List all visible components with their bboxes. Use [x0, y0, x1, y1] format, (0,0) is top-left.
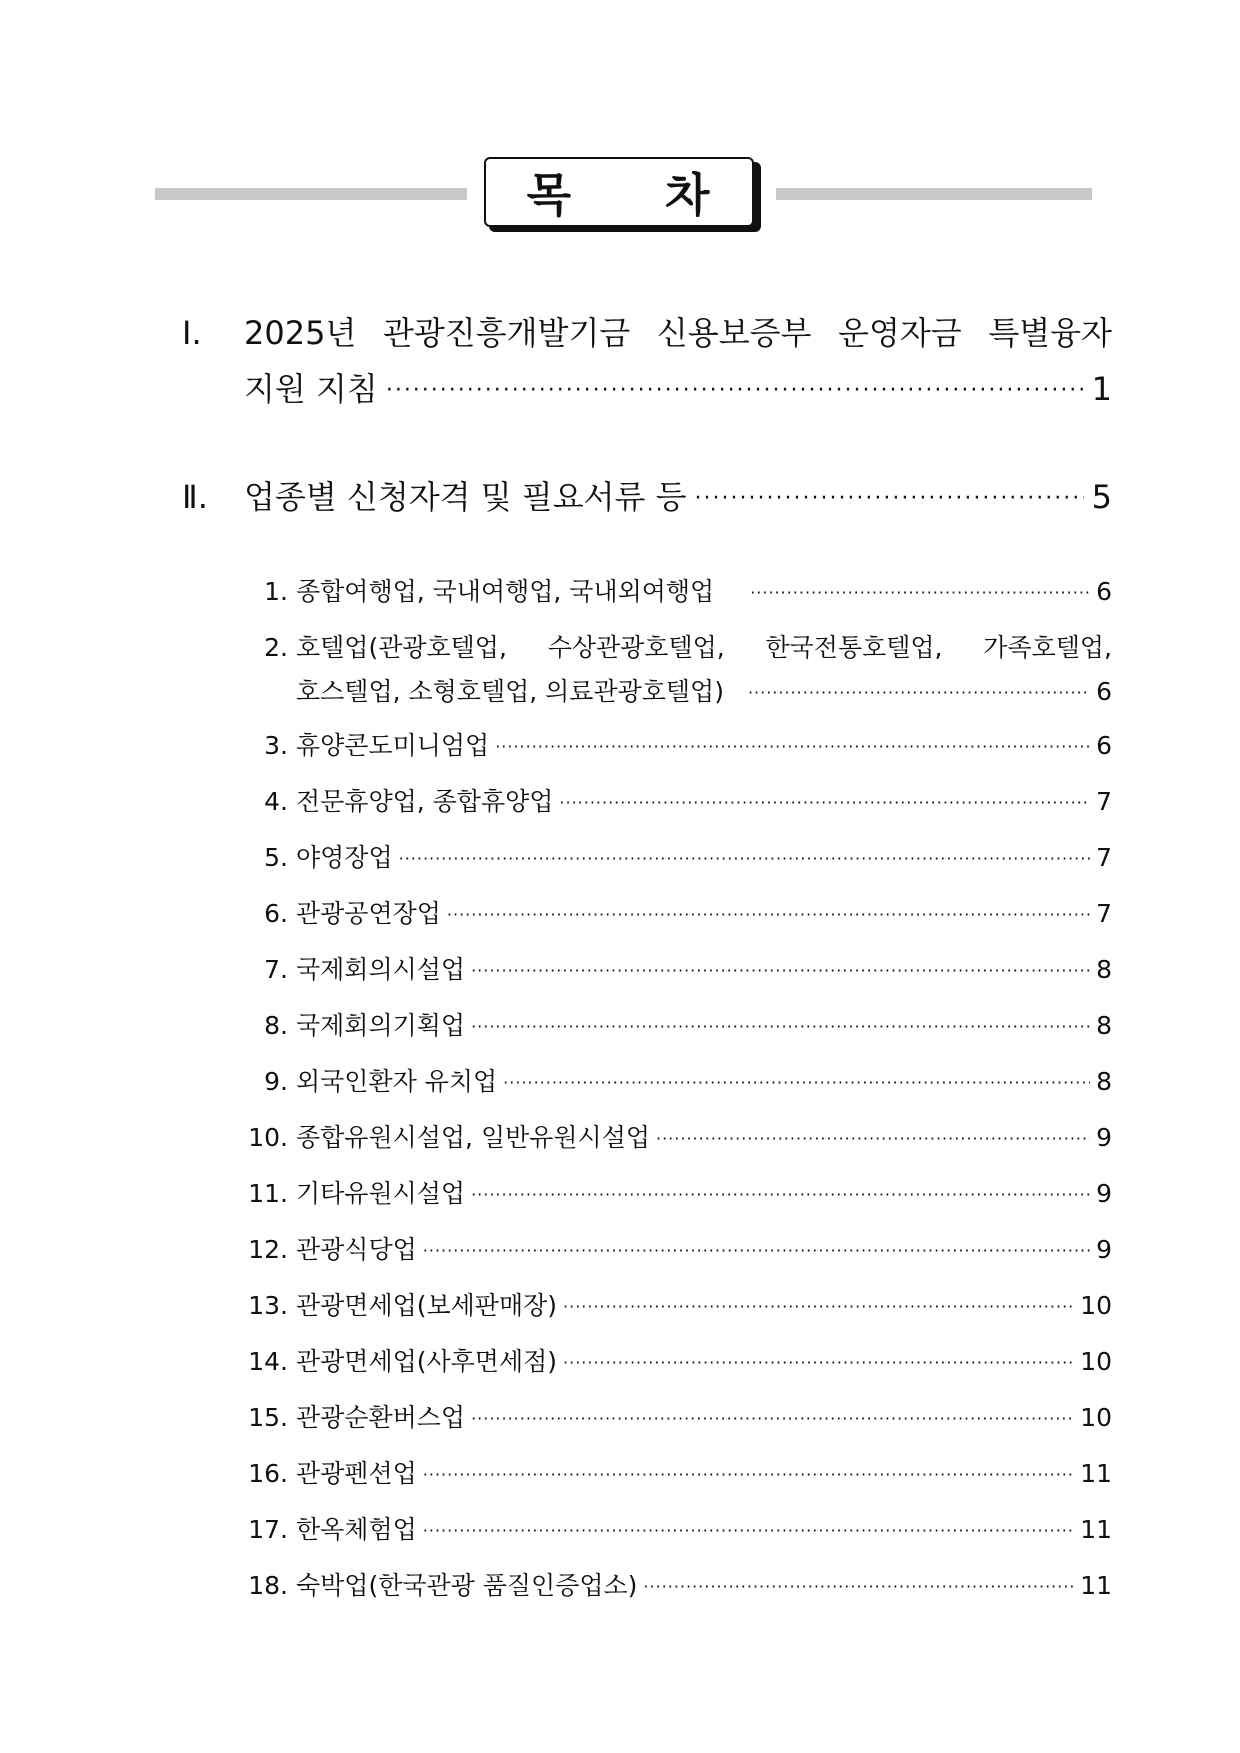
page-number: 11 — [1080, 1459, 1112, 1488]
item-number: 7. — [264, 955, 288, 984]
item-title: 관광면세업(사후면세점) — [296, 1347, 558, 1376]
title-rule-left — [155, 188, 467, 200]
item-number: 13. — [248, 1291, 288, 1320]
toc-item-13[interactable] — [228, 1286, 1112, 1322]
section-title: 업종별 신청자격 및 필요서류 등 — [244, 478, 687, 516]
item-number: 16. — [248, 1459, 288, 1488]
toc-item-16[interactable] — [228, 1454, 1112, 1490]
page-title-right: 차 — [665, 168, 712, 222]
section-title-line2: 지원 지침 — [244, 370, 378, 408]
page-number: 9 — [1096, 1179, 1112, 1208]
dot-leader — [563, 1353, 1074, 1372]
item-title: 관광펜션업 — [296, 1459, 417, 1488]
page-number: 7 — [1096, 787, 1112, 816]
item-number: 15. — [248, 1403, 288, 1432]
section-title-word: 운영자금 — [838, 314, 962, 352]
toc-item-11[interactable] — [228, 1174, 1112, 1210]
item-title: 관광식당업 — [296, 1235, 417, 1264]
dot-leader — [563, 1297, 1074, 1316]
toc-item-6[interactable] — [228, 894, 1112, 930]
item-title: 관광순환버스업 — [296, 1403, 466, 1432]
page-number: 10 — [1080, 1347, 1112, 1376]
item-number: 8. — [264, 1011, 288, 1040]
dot-leader — [471, 961, 1090, 980]
page-number: 5 — [1091, 478, 1112, 516]
page-number: 8 — [1096, 1067, 1112, 1096]
page-number: 6 — [1096, 731, 1112, 760]
page-number: 1 — [1091, 370, 1112, 408]
page-number: 6 — [1096, 577, 1112, 606]
item-title-word: 호텔업(관광호텔업, — [296, 633, 507, 662]
page-number: 6 — [1096, 677, 1112, 706]
dot-leader — [748, 683, 1090, 702]
item-title: 관광공연장업 — [296, 899, 441, 928]
item-title: 전문휴양업, 종합휴양업 — [296, 787, 554, 816]
page-title-left: 목 — [526, 168, 573, 222]
item-title-word: 수상관광호텔업, — [547, 633, 725, 662]
dot-leader — [423, 1465, 1074, 1484]
toc-item-10[interactable] — [228, 1118, 1112, 1154]
item-title: 숙박업(한국관광 품질인증업소) — [296, 1571, 638, 1600]
toc-item-15[interactable] — [228, 1398, 1112, 1434]
page-number: 11 — [1080, 1571, 1112, 1600]
dot-leader — [695, 486, 1084, 511]
item-title: 국제회의시설업 — [296, 955, 466, 984]
item-title: 휴양콘도미니엄업 — [296, 731, 490, 760]
page-number: 8 — [1096, 1011, 1112, 1040]
item-number: 6. — [264, 899, 288, 928]
item-number: 4. — [264, 787, 288, 816]
item-number: 10. — [248, 1123, 288, 1152]
item-title: 종합여행업, 국내여행업, 국내외여행업 — [296, 577, 715, 606]
section-number: Ⅱ. — [182, 478, 208, 516]
item-title: 기타유원시설업 — [296, 1179, 466, 1208]
dot-leader — [447, 905, 1090, 924]
item-title-line2: 호스텔업, 소형호텔업, 의료관광호텔업) — [296, 677, 724, 706]
toc-item-12[interactable] — [228, 1230, 1112, 1266]
item-title: 종합유원시설업, 일반유원시설업 — [296, 1123, 650, 1152]
page-number: 9 — [1096, 1235, 1112, 1264]
page-number: 10 — [1080, 1403, 1112, 1432]
dot-leader — [423, 1521, 1074, 1540]
item-number: 5. — [264, 843, 288, 872]
page-number: 7 — [1096, 843, 1112, 872]
item-number: 2. — [264, 633, 288, 662]
page-title — [484, 157, 754, 227]
item-number: 9. — [264, 1067, 288, 1096]
dot-leader — [503, 1073, 1090, 1092]
section-title-word: 신용보증부 — [656, 314, 812, 352]
toc-section-1[interactable] — [182, 308, 1112, 410]
dot-leader — [750, 583, 1090, 602]
dot-leader — [643, 1577, 1074, 1596]
page-number: 11 — [1080, 1515, 1112, 1544]
item-title: 국제회의기획업 — [296, 1011, 466, 1040]
dot-leader — [471, 1185, 1090, 1204]
item-number: 17. — [248, 1515, 288, 1544]
item-number: 14. — [248, 1347, 288, 1376]
toc-item-9[interactable] — [228, 1062, 1112, 1098]
toc-item-4[interactable] — [228, 782, 1112, 818]
dot-leader — [471, 1017, 1090, 1036]
toc-section-2[interactable] — [182, 472, 1112, 518]
toc-item-18[interactable] — [228, 1566, 1112, 1602]
item-number: 11. — [248, 1179, 288, 1208]
page-number: 8 — [1096, 955, 1112, 984]
item-title-word: 한국전통호텔업, — [765, 633, 943, 662]
dot-leader — [386, 378, 1084, 403]
section-title-word: 관광진흥개발기금 — [382, 314, 631, 352]
title-rule-right — [776, 188, 1092, 200]
page-number: 9 — [1096, 1123, 1112, 1152]
dot-leader — [495, 737, 1090, 756]
item-number: 1. — [264, 577, 288, 606]
section-number: Ⅰ. — [182, 314, 202, 352]
dot-leader — [656, 1129, 1090, 1148]
dot-leader — [471, 1409, 1074, 1428]
dot-leader — [399, 849, 1090, 868]
item-title-word: 가족호텔업, — [983, 633, 1112, 662]
item-number: 18. — [248, 1571, 288, 1600]
section-title-word: 특별융자 — [988, 314, 1112, 352]
toc-item-2[interactable] — [228, 628, 1112, 708]
toc-item-8[interactable] — [228, 1006, 1112, 1042]
item-number: 12. — [248, 1235, 288, 1264]
toc-item-17[interactable] — [228, 1510, 1112, 1546]
toc-item-5[interactable] — [228, 838, 1112, 874]
toc-item-14[interactable] — [228, 1342, 1112, 1378]
toc-item-1[interactable] — [228, 572, 1112, 608]
page-number: 7 — [1096, 899, 1112, 928]
page-number: 10 — [1080, 1291, 1112, 1320]
item-title: 한옥체험업 — [296, 1515, 417, 1544]
section-title-word: 2025년 — [244, 314, 357, 352]
toc-item-7[interactable] — [228, 950, 1112, 986]
item-title: 야영장업 — [296, 843, 393, 872]
dot-leader — [559, 793, 1090, 812]
item-number: 3. — [264, 731, 288, 760]
dot-leader — [423, 1241, 1090, 1260]
item-title: 관광면세업(보세판매장) — [296, 1291, 558, 1320]
toc-item-3[interactable] — [228, 726, 1112, 762]
item-title: 외국인환자 유치업 — [296, 1067, 498, 1096]
